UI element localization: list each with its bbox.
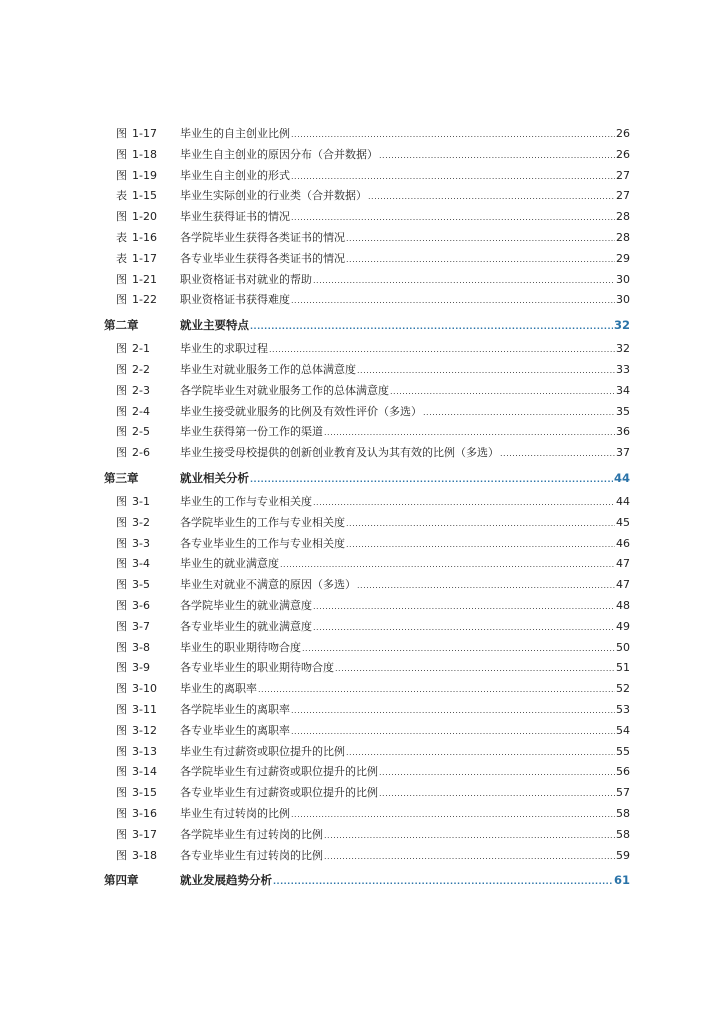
entry-id: 3-6 bbox=[132, 598, 150, 612]
entry-title: 毕业生对就业服务工作的总体满意度 bbox=[180, 362, 356, 376]
entry-kind: 图 bbox=[116, 536, 127, 550]
entry-number bbox=[116, 422, 150, 443]
entry-kind: 图 bbox=[116, 342, 127, 356]
entry-title: 各专业毕业生有过转岗的比例 bbox=[180, 848, 323, 862]
entry-number bbox=[116, 721, 157, 742]
toc-entry[interactable] bbox=[0, 422, 724, 443]
entry-kind: 图 bbox=[116, 272, 127, 286]
entry-title: 毕业生自主创业的原因分布（合并数据） bbox=[180, 147, 378, 161]
entry-kind: 图 bbox=[116, 578, 127, 592]
entry-number bbox=[116, 443, 150, 464]
dot-leader bbox=[379, 784, 615, 805]
entry-number bbox=[116, 228, 157, 249]
toc-entry[interactable] bbox=[0, 339, 724, 360]
entry-kind: 表 bbox=[116, 251, 127, 265]
chapter-label: 第四章 bbox=[104, 873, 139, 888]
entry-page-number: 57 bbox=[616, 786, 630, 800]
entry-kind: 图 bbox=[116, 425, 127, 439]
entry-title: 毕业生自主创业的形式 bbox=[180, 168, 290, 182]
entry-id: 2-2 bbox=[132, 362, 150, 376]
dot-leader bbox=[357, 576, 615, 597]
dot-leader bbox=[291, 208, 615, 229]
toc-entry[interactable] bbox=[0, 638, 724, 659]
entry-kind: 表 bbox=[116, 230, 127, 244]
entry-title: 各专业毕业生的职业期待吻合度 bbox=[180, 661, 334, 675]
entry-id: 3-2 bbox=[132, 515, 150, 529]
entry-title: 毕业生的离职率 bbox=[180, 682, 257, 696]
entry-page-number: 37 bbox=[616, 446, 630, 460]
entry-page-number: 27 bbox=[616, 168, 630, 182]
entry-kind: 图 bbox=[116, 827, 127, 841]
entry-number bbox=[116, 596, 150, 617]
dot-leader bbox=[335, 659, 615, 680]
entry-page-number: 54 bbox=[616, 723, 630, 737]
entry-title: 毕业生的职业期待吻合度 bbox=[180, 640, 301, 654]
toc-entry[interactable] bbox=[0, 249, 724, 270]
dot-leader bbox=[291, 722, 615, 743]
entry-page-number: 59 bbox=[616, 848, 630, 862]
dot-leader bbox=[357, 361, 615, 382]
entry-id: 1-16 bbox=[132, 230, 157, 244]
entry-page-number: 30 bbox=[616, 293, 630, 307]
entry-number bbox=[116, 575, 150, 596]
dot-leader bbox=[313, 597, 615, 618]
entry-title: 各专业毕业生的工作与专业相关度 bbox=[180, 536, 345, 550]
entry-id: 3-5 bbox=[132, 578, 150, 592]
entry-id: 3-17 bbox=[132, 827, 157, 841]
entry-number bbox=[116, 290, 157, 311]
entry-kind: 图 bbox=[116, 168, 127, 182]
entry-page-number: 34 bbox=[616, 383, 630, 397]
entry-number bbox=[116, 846, 157, 867]
entry-number bbox=[116, 700, 157, 721]
toc-entry[interactable] bbox=[0, 534, 724, 555]
chapter-page-number: 44 bbox=[613, 470, 630, 485]
entry-id: 1-20 bbox=[132, 210, 157, 224]
chapter-page-number: 32 bbox=[613, 318, 630, 333]
entry-title: 各学院毕业生的离职率 bbox=[180, 702, 290, 716]
toc-entry[interactable] bbox=[0, 596, 724, 617]
entry-number bbox=[116, 207, 157, 228]
entry-kind: 图 bbox=[116, 515, 127, 529]
entry-page-number: 53 bbox=[616, 702, 630, 716]
entry-id: 1-21 bbox=[132, 272, 157, 286]
entry-page-number: 30 bbox=[616, 272, 630, 286]
dot-leader bbox=[250, 466, 613, 494]
entry-page-number: 28 bbox=[616, 210, 630, 224]
toc-entry[interactable] bbox=[0, 513, 724, 534]
dot-leader bbox=[390, 382, 615, 403]
entry-page-number: 48 bbox=[616, 598, 630, 612]
toc-entry[interactable] bbox=[0, 575, 724, 596]
entry-id: 2-4 bbox=[132, 404, 150, 418]
entry-title: 毕业生接受母校提供的创新创业教育及认为其有效的比例（多选） bbox=[180, 446, 499, 460]
entry-title: 毕业生有过薪资或职位提升的比例 bbox=[180, 744, 345, 758]
chapter-title: 就业相关分析 bbox=[180, 470, 249, 485]
entry-id: 1-17 bbox=[132, 127, 157, 140]
toc-chapter-3[interactable] bbox=[0, 464, 724, 492]
entry-title: 毕业生实际创业的行业类（合并数据） bbox=[180, 189, 367, 203]
toc-entry[interactable] bbox=[0, 166, 724, 187]
entry-title: 各专业毕业生获得各类证书的情况 bbox=[180, 251, 345, 265]
dot-leader bbox=[346, 250, 615, 271]
toc-entry[interactable] bbox=[0, 360, 724, 381]
toc-entry[interactable] bbox=[0, 721, 724, 742]
chapter-title: 就业主要特点 bbox=[180, 318, 249, 333]
entry-id: 1-15 bbox=[132, 189, 157, 203]
toc-entry[interactable] bbox=[0, 270, 724, 291]
entry-number bbox=[116, 762, 157, 783]
toc-entry[interactable] bbox=[0, 804, 724, 825]
entry-number bbox=[116, 554, 150, 575]
chapter-title: 就业发展趋势分析 bbox=[180, 873, 272, 888]
entry-title: 毕业生的求职过程 bbox=[180, 342, 268, 356]
toc-chapter-4[interactable] bbox=[0, 866, 724, 894]
dot-leader bbox=[302, 639, 615, 660]
dot-leader bbox=[313, 493, 615, 514]
entry-page-number: 29 bbox=[616, 251, 630, 265]
entry-id: 2-5 bbox=[132, 425, 150, 439]
toc-entry[interactable] bbox=[0, 228, 724, 249]
entry-page-number: 47 bbox=[616, 578, 630, 592]
entry-kind: 图 bbox=[116, 362, 127, 376]
entry-page-number: 56 bbox=[616, 765, 630, 779]
entry-id: 3-12 bbox=[132, 723, 157, 737]
chapter-label: 第二章 bbox=[104, 318, 139, 333]
entry-number bbox=[116, 534, 150, 555]
entry-title: 各专业毕业生的就业满意度 bbox=[180, 619, 312, 633]
entry-kind: 图 bbox=[116, 210, 127, 224]
entry-title: 各学院毕业生有过转岗的比例 bbox=[180, 827, 323, 841]
entry-title: 各学院毕业生的就业满意度 bbox=[180, 598, 312, 612]
toc-entry[interactable] bbox=[0, 617, 724, 638]
entry-kind: 图 bbox=[116, 494, 127, 508]
entry-id: 3-1 bbox=[132, 494, 150, 508]
entry-kind: 图 bbox=[116, 723, 127, 737]
dot-leader bbox=[291, 805, 615, 826]
entry-kind: 图 bbox=[116, 765, 127, 779]
toc-entry[interactable] bbox=[0, 124, 724, 145]
entry-title: 毕业生的自主创业比例 bbox=[180, 127, 290, 140]
entry-number bbox=[116, 825, 157, 846]
entry-number bbox=[116, 360, 150, 381]
entry-id: 3-14 bbox=[132, 765, 157, 779]
entry-id: 3-16 bbox=[132, 806, 157, 820]
entry-page-number: 26 bbox=[616, 127, 630, 140]
entry-number bbox=[116, 617, 150, 638]
dot-leader bbox=[269, 340, 615, 361]
entry-kind: 图 bbox=[116, 404, 127, 418]
entry-number bbox=[116, 492, 150, 513]
entry-title: 各专业毕业生的离职率 bbox=[180, 723, 290, 737]
dot-leader bbox=[291, 291, 615, 312]
dot-leader bbox=[379, 763, 615, 784]
entry-kind: 图 bbox=[116, 702, 127, 716]
entry-kind: 表 bbox=[116, 189, 127, 203]
entry-number bbox=[116, 783, 157, 804]
entry-page-number: 26 bbox=[616, 147, 630, 161]
toc-entry[interactable] bbox=[0, 145, 724, 166]
entry-number bbox=[116, 742, 157, 763]
entry-kind: 图 bbox=[116, 806, 127, 820]
toc-entry[interactable] bbox=[0, 290, 724, 311]
entry-id: 1-17 bbox=[132, 251, 157, 265]
dot-leader bbox=[273, 868, 613, 896]
entry-id: 3-13 bbox=[132, 744, 157, 758]
entry-number bbox=[116, 513, 150, 534]
entry-id: 2-3 bbox=[132, 383, 150, 397]
entry-kind: 图 bbox=[116, 598, 127, 612]
toc-chapter-2[interactable] bbox=[0, 311, 724, 339]
chapter-page-number: 61 bbox=[613, 873, 630, 888]
dot-leader bbox=[368, 187, 615, 208]
entry-page-number: 33 bbox=[616, 362, 630, 376]
dot-leader bbox=[280, 555, 615, 576]
dot-leader bbox=[324, 826, 615, 847]
entry-id: 2-6 bbox=[132, 446, 150, 460]
entry-title: 毕业生的就业满意度 bbox=[180, 557, 279, 571]
entry-id: 3-7 bbox=[132, 619, 150, 633]
entry-kind: 图 bbox=[116, 744, 127, 758]
entry-number bbox=[116, 679, 157, 700]
entry-page-number: 52 bbox=[616, 682, 630, 696]
entry-number bbox=[116, 124, 157, 145]
toc-group-chapter-2 bbox=[0, 339, 724, 464]
dot-leader bbox=[423, 403, 615, 424]
dot-leader bbox=[291, 167, 615, 188]
dot-leader bbox=[258, 680, 615, 701]
entry-id: 3-3 bbox=[132, 536, 150, 550]
entry-number bbox=[116, 145, 157, 166]
entry-number bbox=[116, 270, 157, 291]
entry-id: 3-8 bbox=[132, 640, 150, 654]
entry-id: 1-22 bbox=[132, 293, 157, 307]
dot-leader bbox=[324, 847, 615, 868]
entry-title: 各学院毕业生有过薪资或职位提升的比例 bbox=[180, 765, 378, 779]
entry-title: 各学院毕业生对就业服务工作的总体满意度 bbox=[180, 383, 389, 397]
entry-title: 毕业生的工作与专业相关度 bbox=[180, 494, 312, 508]
toc-entry[interactable] bbox=[0, 783, 724, 804]
dot-leader bbox=[250, 313, 613, 341]
chapter-label: 第三章 bbox=[104, 470, 139, 485]
entry-page-number: 28 bbox=[616, 230, 630, 244]
entry-title: 毕业生有过转岗的比例 bbox=[180, 806, 290, 820]
dot-leader bbox=[291, 701, 615, 722]
entry-page-number: 35 bbox=[616, 404, 630, 418]
entry-kind: 图 bbox=[116, 383, 127, 397]
dot-leader bbox=[346, 535, 615, 556]
entry-page-number: 58 bbox=[616, 806, 630, 820]
entry-number bbox=[116, 804, 157, 825]
toc-entry[interactable] bbox=[0, 186, 724, 207]
entry-kind: 图 bbox=[116, 147, 127, 161]
entry-id: 3-9 bbox=[132, 661, 150, 675]
entry-kind: 图 bbox=[116, 127, 127, 140]
entry-page-number: 45 bbox=[616, 515, 630, 529]
entry-kind: 图 bbox=[116, 446, 127, 460]
entry-title: 毕业生对就业不满意的原因（多选） bbox=[180, 578, 356, 592]
entry-page-number: 55 bbox=[616, 744, 630, 758]
entry-kind: 图 bbox=[116, 293, 127, 307]
toc-entry[interactable] bbox=[0, 492, 724, 513]
entry-page-number: 47 bbox=[616, 557, 630, 571]
toc-group-chapter-1 bbox=[0, 124, 724, 311]
entry-id: 3-4 bbox=[132, 557, 150, 571]
toc-entry[interactable] bbox=[0, 825, 724, 846]
entry-id: 1-18 bbox=[132, 147, 157, 161]
entry-kind: 图 bbox=[116, 786, 127, 800]
dot-leader bbox=[324, 423, 615, 444]
entry-kind: 图 bbox=[116, 557, 127, 571]
entry-kind: 图 bbox=[116, 682, 127, 696]
table-of-contents bbox=[0, 124, 724, 894]
entry-page-number: 32 bbox=[616, 342, 630, 356]
toc-entry[interactable] bbox=[0, 679, 724, 700]
dot-leader bbox=[346, 514, 615, 535]
entry-title: 毕业生获得证书的情况 bbox=[180, 210, 290, 224]
entry-page-number: 58 bbox=[616, 827, 630, 841]
toc-entry[interactable] bbox=[0, 762, 724, 783]
entry-number bbox=[116, 638, 150, 659]
entry-title: 职业资格证书对就业的帮助 bbox=[180, 272, 312, 286]
entry-page-number: 51 bbox=[616, 661, 630, 675]
entry-kind: 图 bbox=[116, 848, 127, 862]
entry-page-number: 36 bbox=[616, 425, 630, 439]
dot-leader bbox=[346, 743, 615, 764]
entry-id: 2-1 bbox=[132, 342, 150, 356]
entry-title: 各学院毕业生获得各类证书的情况 bbox=[180, 230, 345, 244]
entry-title: 毕业生获得第一份工作的渠道 bbox=[180, 425, 323, 439]
dot-leader bbox=[313, 618, 615, 639]
entry-number bbox=[116, 249, 157, 270]
toc-entry[interactable] bbox=[0, 554, 724, 575]
entry-kind: 图 bbox=[116, 640, 127, 654]
entry-id: 3-18 bbox=[132, 848, 157, 862]
entry-id: 3-10 bbox=[132, 682, 157, 696]
toc-entry[interactable] bbox=[0, 658, 724, 679]
toc-entry[interactable] bbox=[0, 207, 724, 228]
entry-id: 3-15 bbox=[132, 786, 157, 800]
entry-page-number: 50 bbox=[616, 640, 630, 654]
toc-entry[interactable] bbox=[0, 402, 724, 423]
dot-leader bbox=[379, 146, 615, 167]
entry-number bbox=[116, 402, 150, 423]
entry-title: 各学院毕业生的工作与专业相关度 bbox=[180, 515, 345, 529]
toc-entry[interactable] bbox=[0, 700, 724, 721]
entry-page-number: 27 bbox=[616, 189, 630, 203]
entry-page-number: 49 bbox=[616, 619, 630, 633]
dot-leader bbox=[346, 229, 615, 250]
entry-id: 3-11 bbox=[132, 702, 157, 716]
dot-leader bbox=[313, 271, 615, 292]
entry-number bbox=[116, 381, 150, 402]
toc-entry[interactable] bbox=[0, 443, 724, 464]
toc-group-chapter-3 bbox=[0, 492, 724, 866]
entry-page-number: 46 bbox=[616, 536, 630, 550]
entry-number bbox=[116, 339, 150, 360]
entry-number bbox=[116, 658, 150, 679]
entry-title: 毕业生接受就业服务的比例及有效性评价（多选） bbox=[180, 404, 422, 418]
toc-entry[interactable] bbox=[0, 742, 724, 763]
toc-entry[interactable] bbox=[0, 846, 724, 867]
entry-number bbox=[116, 166, 157, 187]
toc-entry[interactable] bbox=[0, 381, 724, 402]
entry-title: 各专业毕业生有过薪资或职位提升的比例 bbox=[180, 786, 378, 800]
entry-kind: 图 bbox=[116, 661, 127, 675]
dot-leader bbox=[291, 125, 615, 146]
entry-number bbox=[116, 186, 157, 207]
entry-id: 1-19 bbox=[132, 168, 157, 182]
entry-title: 职业资格证书获得难度 bbox=[180, 293, 290, 307]
entry-page-number: 44 bbox=[616, 494, 630, 508]
entry-kind: 图 bbox=[116, 619, 127, 633]
dot-leader bbox=[500, 444, 615, 465]
